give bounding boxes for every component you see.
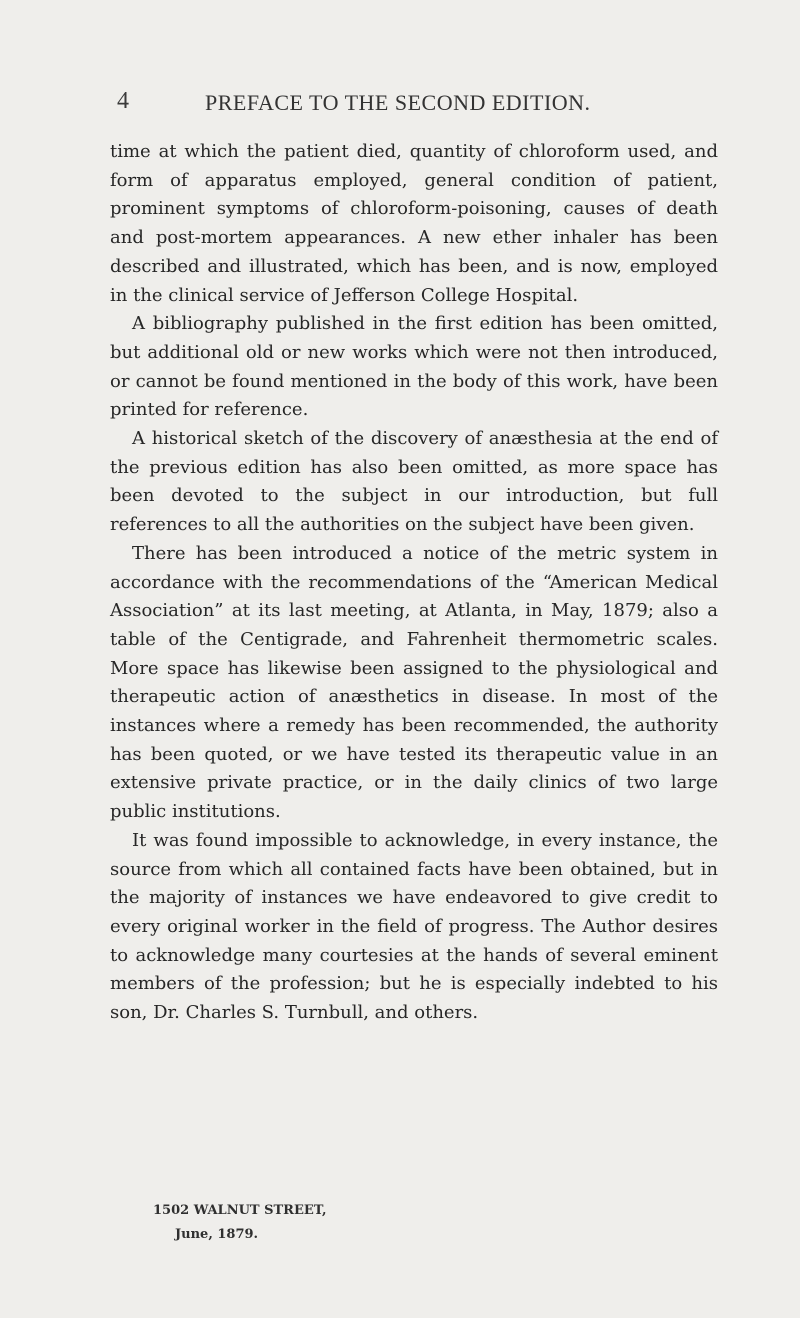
paragraph-continuation: time at which the patient died, quantity of chloroform used, and form of apparatus employed, general condition of patient, prominent symptoms of chloroform-poisoning, causes of death and post-mortem appearances. A new ether inhaler has been described and illustrated, which has been, and is now, employed in the clinical service of Jefferson College Hospital. bbox=[110, 141, 718, 306]
preface-body bbox=[110, 138, 718, 1028]
running-title: PREFACE TO THE SECOND EDITION. bbox=[205, 90, 591, 115]
signoff-date: June, 1879. bbox=[175, 1227, 259, 1242]
signoff-address: 1502 WALNUT STREET, bbox=[153, 1203, 327, 1218]
signoff bbox=[153, 1199, 327, 1247]
paragraph-bibliography: A bibliography published in the first edition has been omitted, but additional old or new works which were not then introduced, or cannot be found mentioned in the body of this work, have been printed for reference. bbox=[110, 313, 718, 421]
paragraph-metric-system: There has been introduced a notice of the metric system in accordance with the recommendations of the “American Medical Association” at its last meeting, at Atlanta, in May, 1879; also a table of the Centigrade, and Fahrenheit thermometric scales. More space has likewise been assigned to the physiological and therapeutic action of anæsthetics in disease. In most of the instances where a remedy has been recommended, the authority has been quoted, or we have tested its therapeutic value in an extensive private practice, or in the daily clinics of two large public institutions. bbox=[110, 542, 718, 823]
paragraph-acknowledgements: It was found impossible to acknowledge, in every instance, the source from which all contained facts have been obtained, but in the majority of instances we have endeavored to give credit to every original worker in the field of progress. The Author desires to acknowledge many courtesies at the hands of several eminent members of the profession; but he is especially indebted to his son, Dr. Charles S. Turnbull, and others. bbox=[110, 829, 718, 1024]
page-number: 4 bbox=[117, 88, 129, 114]
page-header bbox=[0, 88, 800, 118]
paragraph-historical-sketch: A historical sketch of the discovery of anæsthesia at the end of the previous edition has also been omitted, as more space has been devoted to the subject in our introduction, but full references to all the authorities on the subject have been given. bbox=[110, 428, 718, 536]
